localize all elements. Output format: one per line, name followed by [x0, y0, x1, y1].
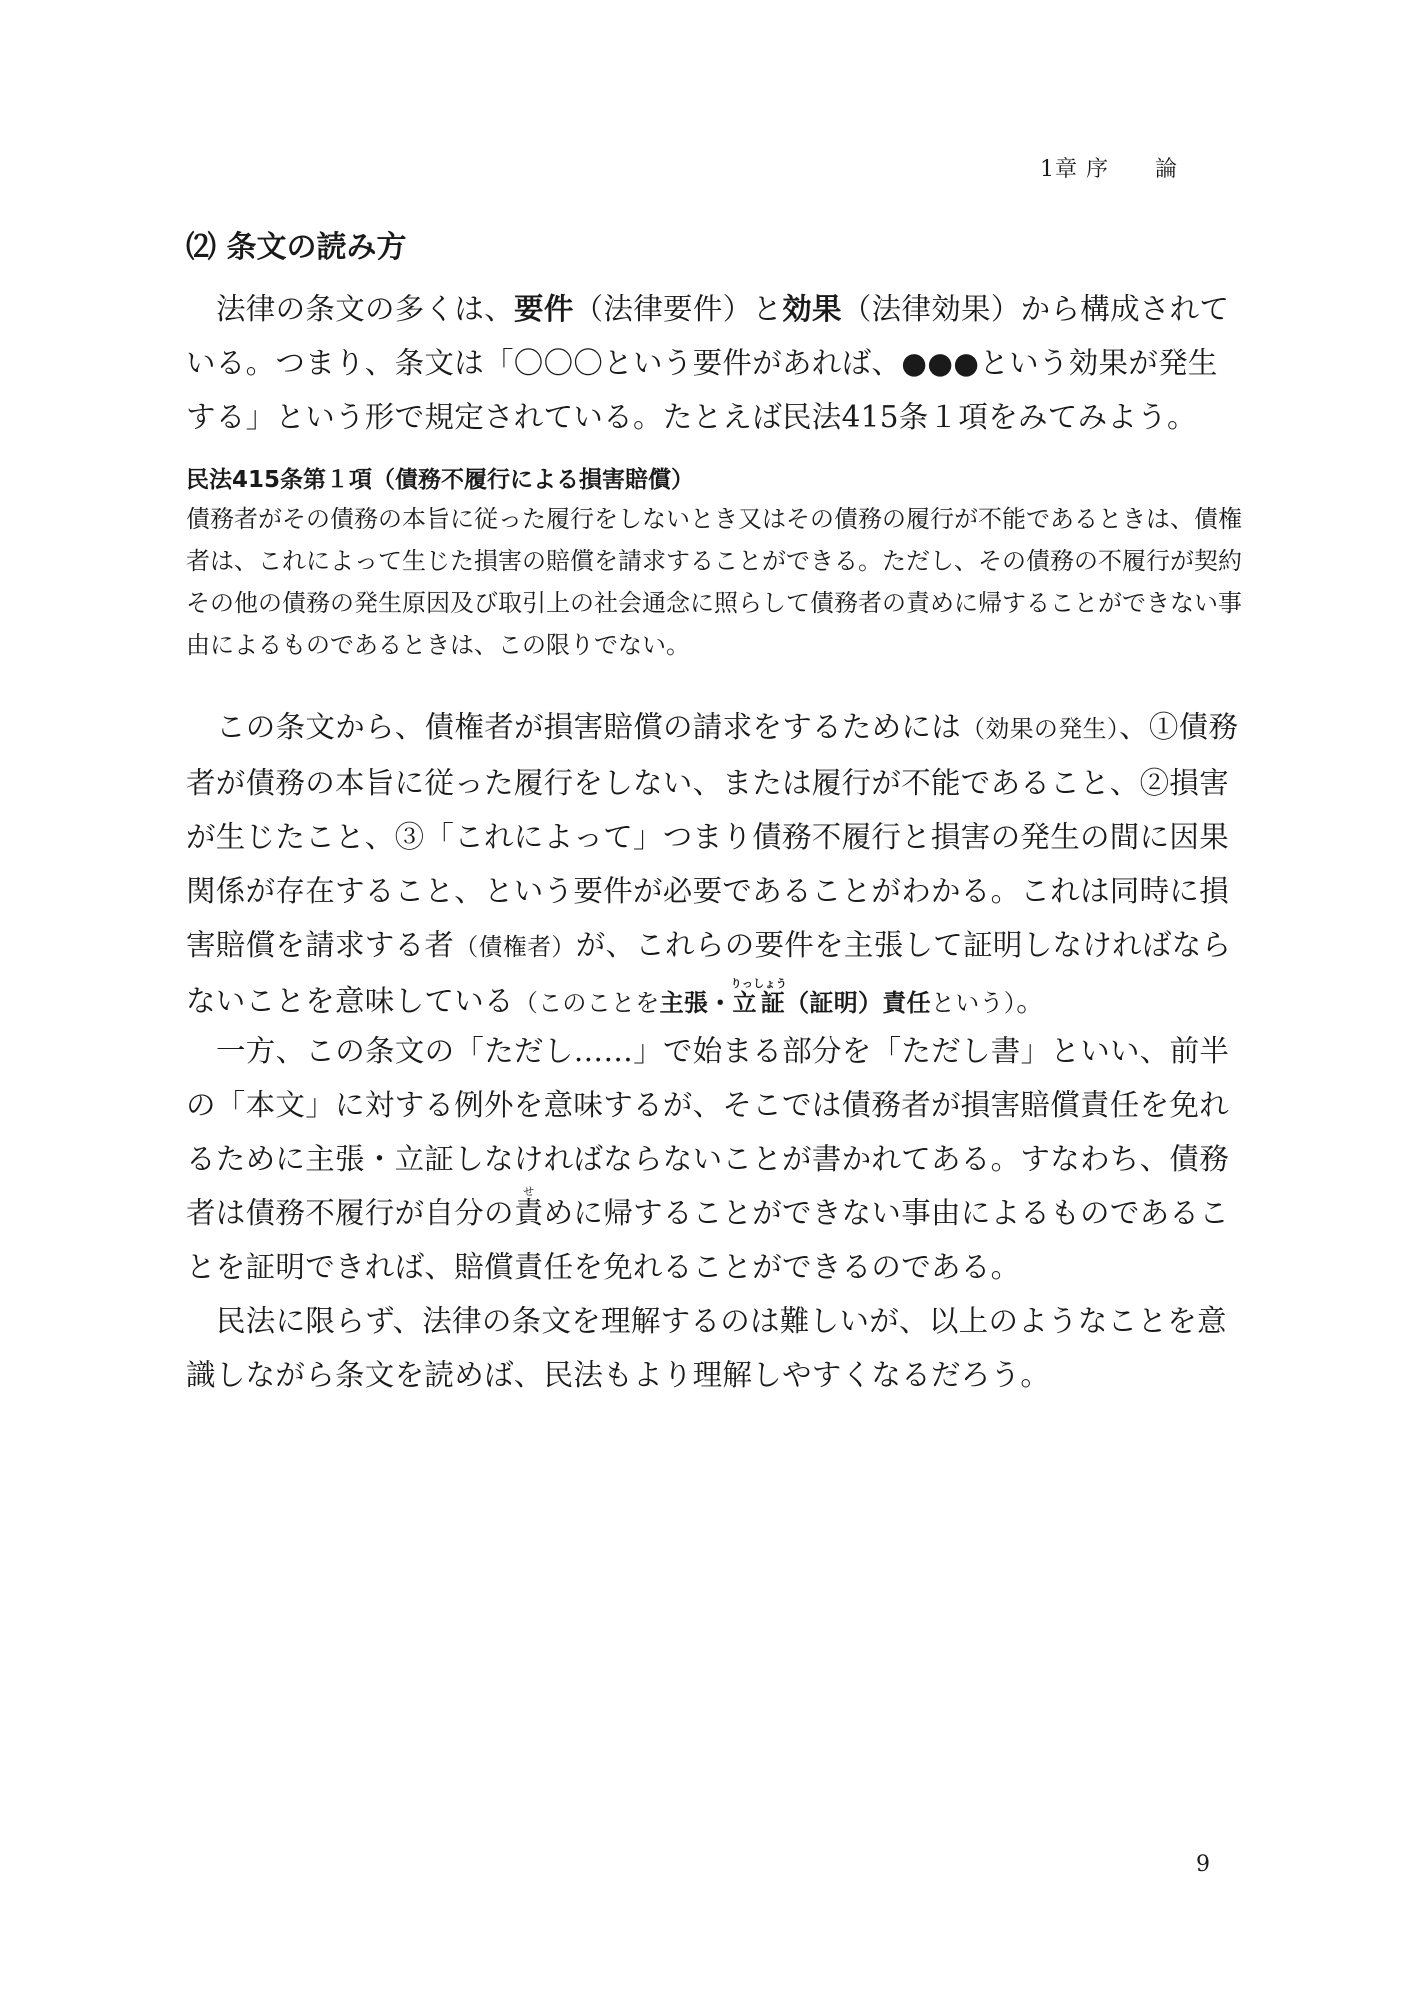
paragraph-intro: [186, 282, 1244, 444]
article-body: 債務者がその債務の本旨に従った履行をしないとき又はその債務の履行が不能であるときは、債権者は、これによって生じた損害の賠償を請求することができる。ただし、その債務の不履行が契約その他の債務の発生原因及び取引上の社会通念に照らして債務者の責めに帰することができない事由によるものであるときは、この限りでない。: [186, 505, 1242, 659]
analysis-text-2: 、①債務者が債務の本旨に従った履行をしない、または履行が不能であること、②損害が生じたこと、③「これによって」つまり債務不履行と損害の発生の間に因果関係が存在すること、という要件が必要であることがわかる。これは同時に損害賠償を請求する者: [186, 710, 1239, 962]
paragraph-analysis: [186, 700, 1244, 1030]
analysis-note-1: （効果の発生）: [961, 715, 1120, 743]
term-burden-1: 主張・: [659, 989, 733, 1017]
analysis-text-3: が、これらの要件を主張して証明しなければならないことを意味している: [186, 928, 1232, 1018]
ruby-text-risshou: りっしょう: [730, 977, 788, 990]
term-proof-ruby: [730, 977, 788, 1017]
proviso-text-2: めに帰することができない事由によるものであることを証明できれば、賠償責任を免れることができるのである。: [186, 1196, 1230, 1284]
term-burden-2: （証明）責任: [785, 989, 931, 1017]
analysis-note-3: （このことを: [513, 989, 660, 1017]
intro-text-2: （法律要件）: [573, 292, 753, 326]
ruby-base-risshou: 立証: [730, 989, 788, 1017]
article-title: 民法415条第１項（債務不履行による損害賠償）: [186, 467, 695, 493]
running-head: 1章 序 論: [1040, 157, 1178, 182]
paragraph-conclusion: [186, 1294, 1244, 1402]
intro-text-5: から構成されている。つまり、条文は「〇〇〇という要件があれば、●●●という効果が発生する」という形で規定されている。たとえば民法415条１項をみてみよう。: [186, 292, 1230, 434]
proviso-text-1: 一方、この条文の「ただし……」で始まる部分を「ただし書」といい、前半の「本文」に対する例外を意味するが、そこでは債務者が損害賠償責任を免れるために主張・立証しなければならないことが書かれてある。すなわち、債務者は債務不履行が自分の: [186, 1034, 1230, 1230]
analysis-text-1: この条文から、債権者が損害賠償の請求をするためには: [216, 710, 962, 744]
term-requirement: 要件: [514, 292, 574, 326]
page-number: 9: [1196, 1852, 1210, 1877]
intro-text-3: と: [752, 292, 783, 326]
ruby-text-seme: せ: [513, 1185, 544, 1198]
ruby-seme: [513, 1185, 544, 1230]
intro-text-4: （法律効果）: [841, 292, 1021, 326]
analysis-note-2: （債権者）: [454, 933, 576, 961]
term-effect: 効果: [782, 292, 842, 326]
intro-text-1: 法律の条文の多くは、: [216, 292, 515, 326]
ruby-base-seme: 責: [513, 1196, 544, 1230]
analysis-note-4: という）: [930, 989, 1017, 1017]
section-heading: ⑵ 条文の読み方: [186, 230, 407, 265]
conclusion-text: 民法に限らず、法律の条文を理解するのは難しいが、以上のようなことを意識しながら条文を読めば、民法もより理解しやすくなるだろう。: [186, 1304, 1227, 1392]
analysis-text-4: 。: [1016, 984, 1046, 1018]
paragraph-proviso: [186, 1024, 1244, 1294]
